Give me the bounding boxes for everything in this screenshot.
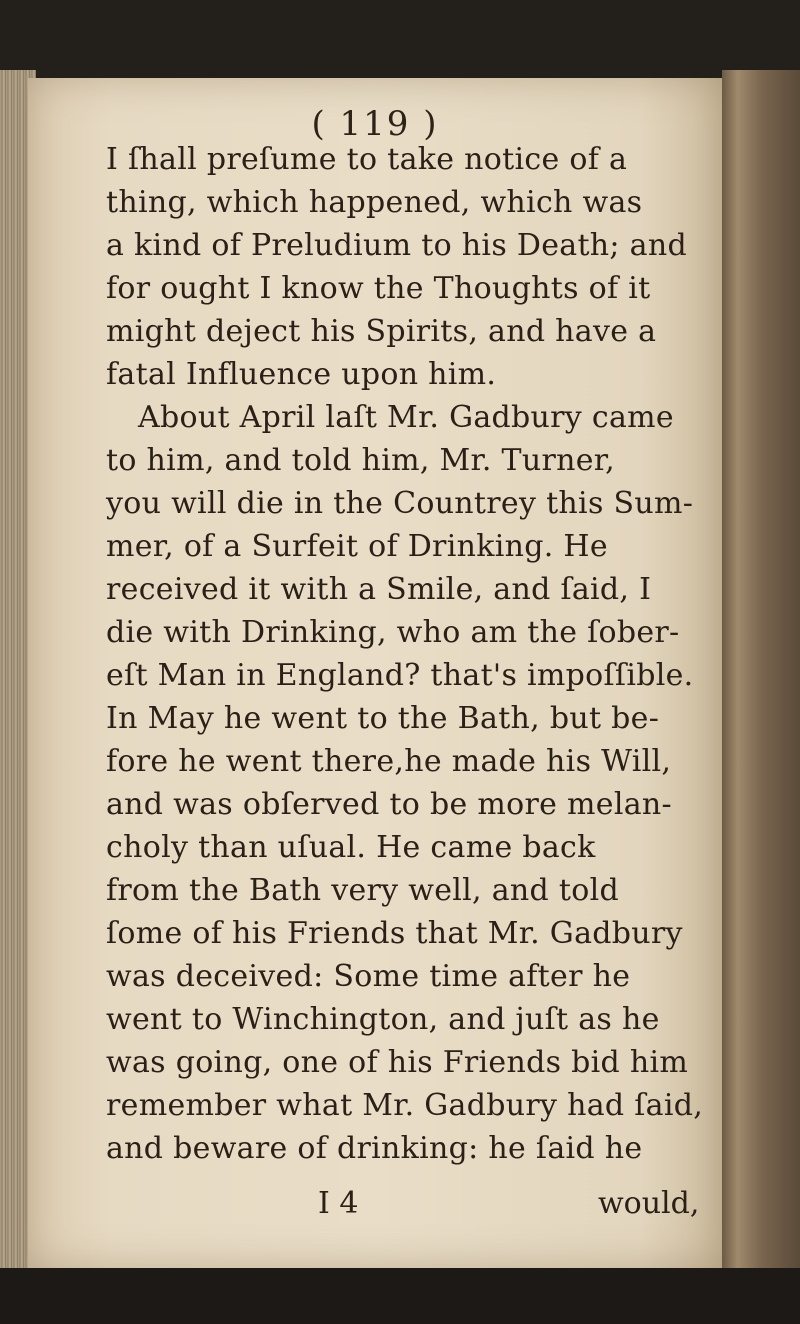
signature-mark: I 4 bbox=[318, 1186, 359, 1221]
text-line: mer, of a Surfeit of Drinking. He bbox=[106, 529, 608, 564]
text-line: from the Bath very well, and told bbox=[106, 873, 619, 908]
text-line: die with Drinking, who am the ſober- bbox=[106, 615, 680, 650]
text-line: for ought I know the Thoughts of it bbox=[106, 271, 651, 306]
text-line: choly than uſual. He came back bbox=[106, 830, 596, 865]
text-line: remember what Mr. Gadbury had ſaid, bbox=[106, 1088, 704, 1123]
text-line: thing, which happened, which was bbox=[106, 185, 643, 220]
text-line: you will die in the Countrey this Sum- bbox=[106, 486, 694, 521]
catchword: would, bbox=[598, 1186, 700, 1221]
text-line: a kind of Preludium to his Death; and bbox=[106, 228, 687, 263]
book-page bbox=[28, 78, 722, 1268]
text-line: eſt Man in England? that's impoſſible. bbox=[106, 658, 694, 693]
text-line: In May he went to the Bath, but be- bbox=[106, 701, 660, 736]
text-line: was going, one of his Friends bid him bbox=[106, 1045, 689, 1080]
text-line: was deceived: Some time after he bbox=[106, 959, 631, 994]
text-line: and was obſerved to be more melan- bbox=[106, 787, 672, 822]
text-line: I ſhall preſume to take notice of a bbox=[106, 142, 628, 177]
text-line: might deject his Spirits, and have a bbox=[106, 314, 657, 349]
text-line: ſome of his Friends that Mr. Gadbury bbox=[106, 916, 683, 951]
bottom-shadow bbox=[0, 1268, 800, 1324]
text-line: and beware of drinking: he ſaid he bbox=[106, 1131, 643, 1166]
text-line: fatal Influence upon him. bbox=[106, 357, 497, 392]
page-number: ( 119 ) bbox=[311, 104, 439, 144]
text-line: fore he went there,he made his Will, bbox=[106, 744, 672, 779]
text-line: to him, and told him, Mr. Turner, bbox=[106, 443, 615, 478]
text-line: went to Winchington, and juſt as he bbox=[106, 1002, 660, 1037]
book-binding bbox=[722, 70, 800, 1280]
text-line: About April laſt Mr. Gadbury came bbox=[138, 400, 674, 435]
text-line: received it with a Smile, and ſaid, I bbox=[106, 572, 652, 607]
